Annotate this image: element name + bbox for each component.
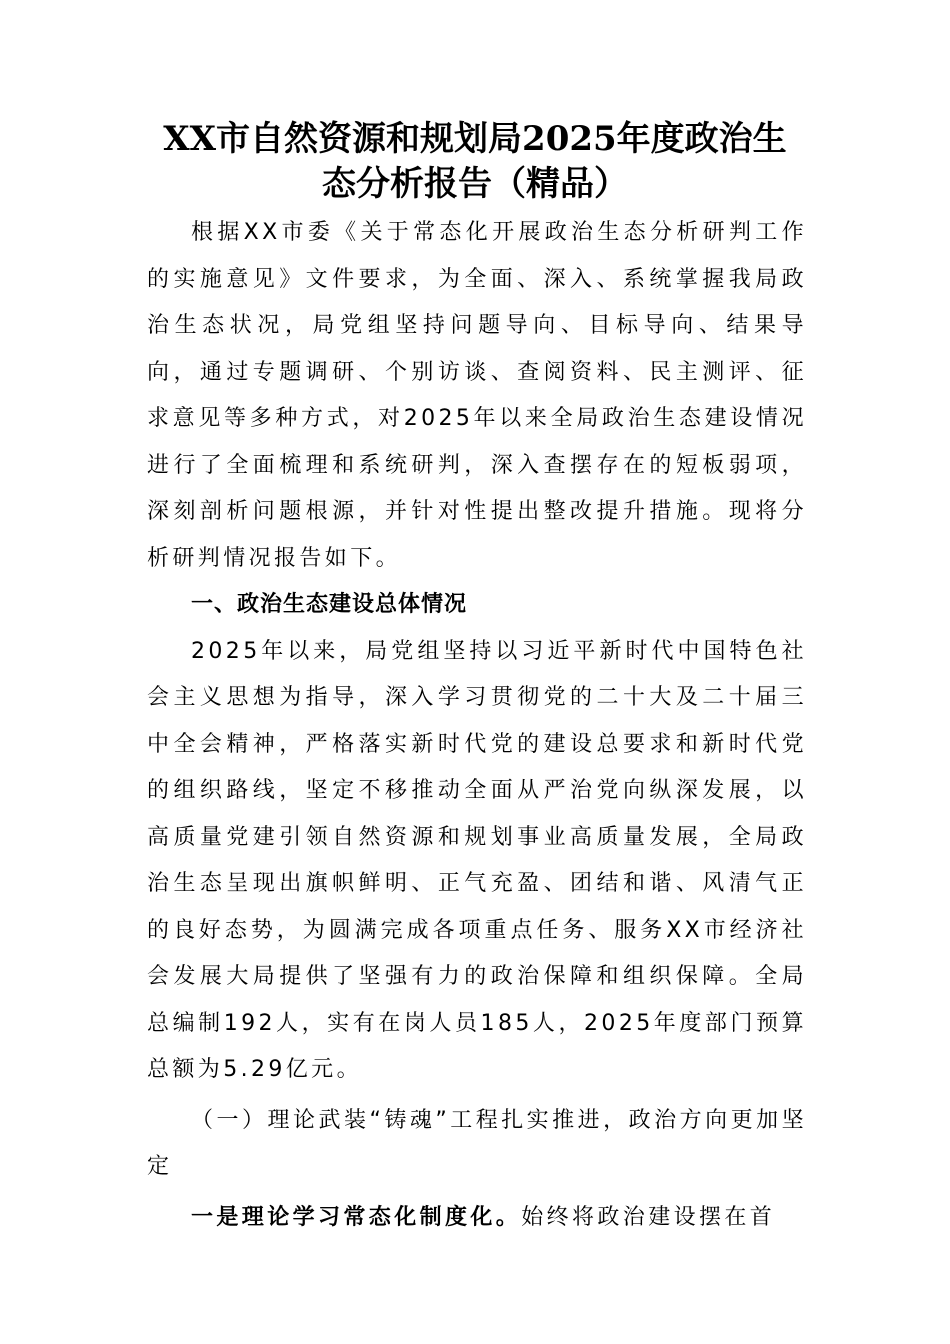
point-1-paragraph (147, 1195, 807, 1242)
document-body (147, 210, 807, 1241)
point-1-text: 始终将政治建设摆在首 (521, 1204, 776, 1230)
intro-paragraph: 根据XX市委《关于常态化开展政治生态分析研判工作的实施意见》文件要求，为全面、深入、系统掌握我局政治生态状况，局党组坚持问题导向、目标导向、结果导向，通过专题调研、个别访谈、查阅资料、民主测评、征求意见等多种方式，对2025年以来全局政治生态建设情况进行了全面梳理和系统研判，深入查摆存在的短板弱项，深刻剖析问题根源，并针对性提出整改提升措施。现将分析研判情况报告如下。 (147, 220, 807, 571)
section-heading-1: 一、政治生态建设总体情况 (191, 592, 468, 617)
document-title-line-1: XX市自然资源和规划局2025年度政治生 (163, 119, 787, 159)
section-1-paragraph: 2025年以来，局党组坚持以习近平新时代中国特色社会主义思想为指导，深入学习贯彻党的二十大及二十届三中全会精神，严格落实新时代党的建设总要求和新时代党的组织路线，坚定不移推动全面从严治党向纵深发展，以高质量党建引领自然资源和规划事业高质量发展，全局政治生态呈现出旗帜鲜明、正气充盈、团结和谐、风清气正的良好态势，为圆满完成各项重点任务、服务XX市经济社会发展大局提供了坚强有力的政治保障和组织保障。全局总编制192人，实有在岗人员185人，2025年度部门预算总额为5.29亿元。 (147, 638, 807, 1082)
document-title-line-2: 态分析报告（精品） (322, 164, 628, 204)
point-1-lead: 一是理论学习常态化制度化。 (191, 1204, 522, 1230)
subsection-heading-1: （一）理论武装“铸魂”工程扎实推进，政治方向更加坚定 (147, 1107, 807, 1179)
